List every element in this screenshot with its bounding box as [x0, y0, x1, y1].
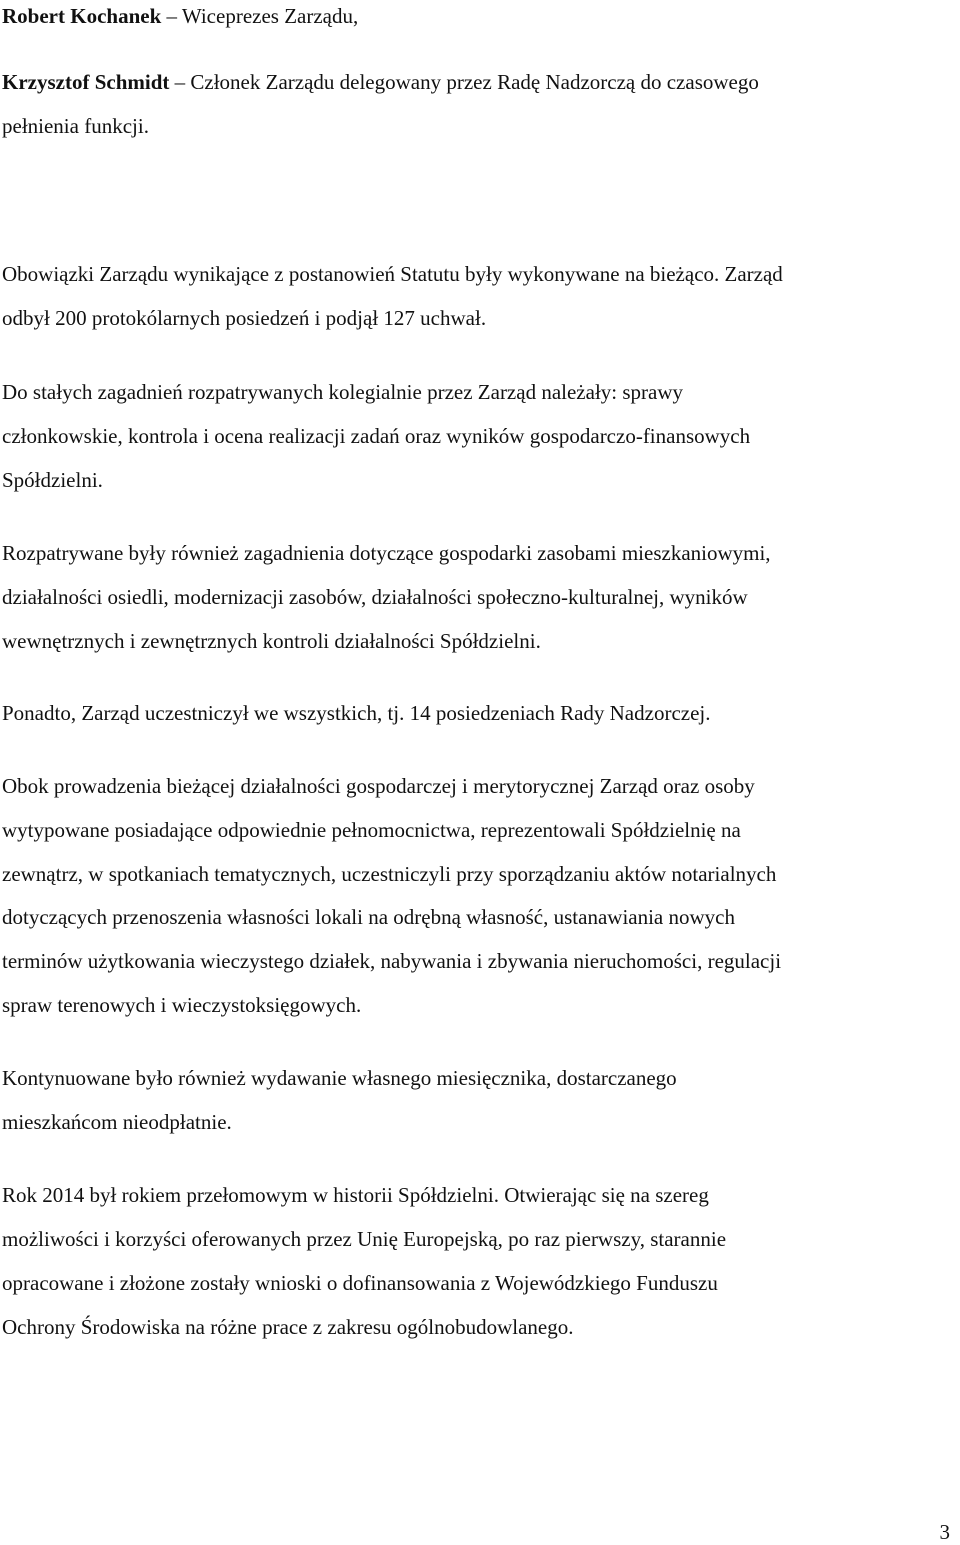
- board-member-role: – Wiceprezes Zarządu,: [166, 4, 359, 28]
- board-member-name: Robert Kochanek: [2, 4, 162, 28]
- paragraph-line: mieszkańcom nieodpłatnie.: [2, 1110, 232, 1134]
- paragraph-line: Ochrony Środowiska na różne prace z zakresu ogólnobudowlanego.: [2, 1315, 574, 1339]
- board-member-name: Krzysztof Schmidt: [2, 70, 170, 94]
- board-member-line: [2, 4, 358, 29]
- paragraph-line: spraw terenowych i wieczystoksięgowych.: [2, 993, 362, 1017]
- paragraph-line: Obok prowadzenia bieżącej działalności gospodarczej i merytorycznej Zarząd oraz osoby: [2, 774, 755, 798]
- paragraph-line: zewnątrz, w spotkaniach tematycznych, uczestniczyli przy sporządzaniu aktów notarialnych: [2, 862, 777, 886]
- paragraph-line: Do stałych zagadnień rozpatrywanych kolegialnie przez Zarząd należały: sprawy: [2, 380, 684, 404]
- paragraph-line: Rok 2014 był rokiem przełomowym w historii Spółdzielni. Otwierając się na szereg: [2, 1183, 709, 1207]
- paragraph-line: członkowskie, kontrola i ocena realizacji zadań oraz wyników gospodarczo-finansowych: [2, 424, 751, 448]
- paragraph-line: dotyczących przenoszenia własności lokali na odrębną własność, ustanawiania nowych: [2, 905, 735, 929]
- paragraph-line: możliwości i korzyści oferowanych przez Unię Europejską, po raz pierwszy, starannie: [2, 1227, 727, 1251]
- paragraph-line: wytypowane posiadające odpowiednie pełnomocnictwa, reprezentowali Spółdzielnię na: [2, 818, 741, 842]
- paragraph-line: Kontynuowane było również wydawanie własnego miesięcznika, dostarczanego: [2, 1066, 677, 1090]
- paragraph-line: działalności osiedli, modernizacji zasobów, działalności społeczno-kulturalnej, wyników: [2, 585, 748, 609]
- paragraph-line: Obowiązki Zarządu wynikające z postanowień Statutu były wykonywane na bieżąco. Zarząd: [2, 262, 783, 286]
- paragraph-line: opracowane i złożone zostały wnioski o dofinansowania z Wojewódzkiego Funduszu: [2, 1271, 718, 1295]
- paragraph-line: wewnętrznych i zewnętrznych kontroli działalności Spółdzielni.: [2, 629, 541, 653]
- board-member-line: [2, 70, 954, 95]
- paragraph-line: Ponadto, Zarząd uczestniczył we wszystkich, tj. 14 posiedzeniach Rady Nadzorczej.: [2, 701, 711, 725]
- paragraph-line: Rozpatrywane były również zagadnienia dotyczące gospodarki zasobami mieszkaniowymi,: [2, 541, 771, 565]
- board-member-role-continuation: pełnienia funkcji.: [2, 114, 149, 138]
- paragraph-line: Spółdzielni.: [2, 468, 103, 492]
- paragraph-line: odbył 200 protokólarnych posiedzeń i podjął 127 uchwał.: [2, 306, 487, 330]
- page-number: 3: [939, 1520, 950, 1544]
- paragraph-line: terminów użytkowania wieczystego działek, nabywania i zbywania nieruchomości, regulacji: [2, 949, 782, 973]
- board-member-role: – Członek Zarządu delegowany przez Radę Nadzorczą do czasowego: [174, 70, 759, 94]
